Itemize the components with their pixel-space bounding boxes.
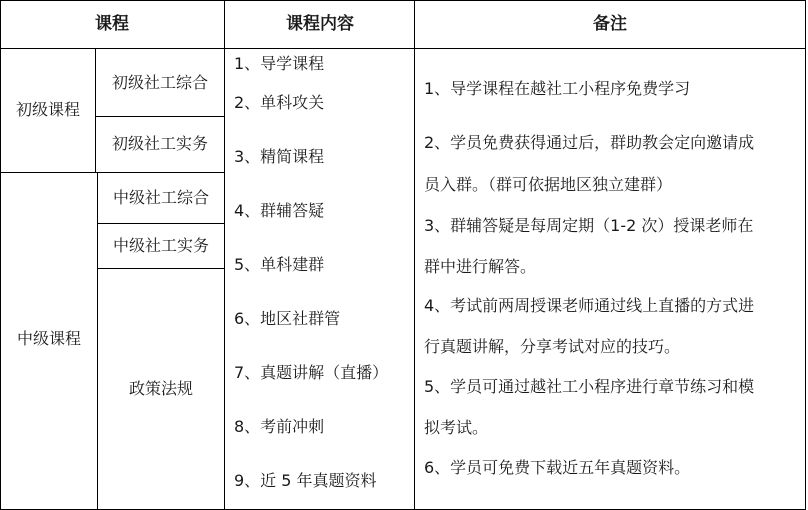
row-divider-intermediate-2	[97, 268, 224, 269]
table-border-right	[805, 0, 806, 510]
content-item: 9、近 5 年真题资料	[234, 471, 377, 490]
note-line: 2、学员免费获得通过后，群助教会定向邀请成	[424, 133, 755, 152]
content-item: 6、地区社群管	[234, 309, 341, 328]
level-intermediate-label: 中级课程	[16, 329, 82, 348]
content-item: 1、导学课程	[234, 54, 325, 73]
content-item: 7、真题讲解（直播）	[234, 363, 389, 382]
level-divider	[0, 172, 224, 173]
row-divider-primary-1	[95, 116, 224, 117]
column-divider-course	[224, 0, 225, 510]
subject-policy-regulations: 政策法规	[128, 379, 194, 398]
content-item: 3、精简课程	[234, 147, 325, 166]
note-line: 3、群辅答疑是每周定期（1-2 次）授课老师在	[424, 216, 754, 235]
subject-primary-comprehensive: 初级社工综合	[111, 73, 209, 92]
subject-primary-practice: 初级社工实务	[111, 134, 209, 153]
content-item: 5、单科建群	[234, 255, 325, 274]
subject-intermediate-comprehensive: 中级社工综合	[112, 188, 210, 207]
content-item: 8、考前冲刺	[234, 417, 325, 436]
note-line: 6、学员可免费下载近五年真题资料。	[424, 458, 691, 477]
note-line: 行真题讲解，分享考试对应的技巧。	[424, 337, 681, 356]
note-line: 5、学员可通过越社工小程序进行章节练习和模	[424, 377, 755, 396]
subject-column-divider-primary	[95, 48, 96, 172]
header-divider	[0, 48, 806, 49]
content-item: 4、群辅答疑	[234, 201, 325, 220]
note-line: 群中进行解答。	[424, 257, 537, 276]
note-line: 4、考试前两周授课老师通过线上直播的方式进	[424, 296, 755, 315]
note-line: 1、导学课程在越社工小程序免费学习	[424, 79, 691, 98]
row-divider-intermediate-1	[97, 223, 224, 224]
table-border-left	[0, 0, 1, 510]
header-content: 课程内容	[286, 14, 354, 34]
note-line: 员入群。（群可依据地区独立建群）	[424, 175, 673, 194]
note-line: 拟考试。	[424, 418, 489, 437]
content-item: 2、单科攻关	[234, 93, 325, 112]
table-border-top	[0, 0, 806, 1]
subject-intermediate-practice: 中级社工实务	[112, 236, 210, 255]
level-primary-label: 初级课程	[15, 100, 81, 119]
header-course: 课程	[95, 14, 129, 34]
header-notes: 备注	[593, 14, 627, 34]
column-divider-content	[414, 0, 415, 510]
